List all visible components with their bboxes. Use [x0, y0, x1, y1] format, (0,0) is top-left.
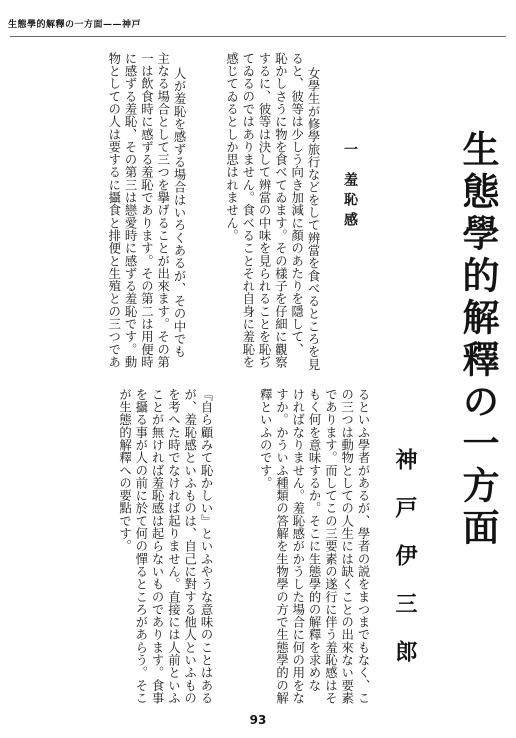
- text-line: もく何を意味するか。そこに生態學的の解釋を求めな: [307, 388, 322, 692]
- paragraph-schoolgirls: [201, 52, 321, 370]
- author-name: 神戸伊三郎: [392, 448, 418, 688]
- text-line: に感ずる羞恥、その第三は戀愛時に感ずる羞恥です。動: [123, 52, 138, 369]
- text-line: を考へた時でなければ起りません。直接には人前といふ: [166, 388, 181, 705]
- text-line: すか。かういふ種類の答解を生物學の方で生態學的の解: [274, 388, 289, 705]
- paragraph-continuation: [215, 388, 371, 708]
- page-number: 93: [249, 713, 267, 727]
- text-line: 恥かしさうに物を食べてゐます。その樣子を仔細に觀察: [273, 52, 288, 369]
- running-header: 生態學的解釋の一方面——神戸: [8, 20, 142, 30]
- text-line: 『自ら顧みて恥かしい』といふやうな意味のことはある: [199, 388, 213, 705]
- paragraph-ecological-point: [80, 388, 214, 708]
- paragraph-three-cases: [85, 52, 187, 370]
- text-line: ると、彼等は少しう向き加減に顏のあたりを隱して、: [289, 52, 304, 356]
- text-line: が、羞恥感といふものは、自己に對する他人といふもの: [182, 388, 197, 705]
- section-title: 羞恥感: [342, 172, 358, 232]
- text-line: 一は飲食時に感ずる羞恥であります。その第二は用便時: [139, 52, 154, 369]
- text-line: 主なる場合として三つを擧げることが出來ます。その第: [155, 52, 170, 369]
- text-line: ければなりません。羞恥感がかうした場合に何の用をな: [290, 388, 305, 705]
- text-line: ことが無ければ羞恥感は起らないものであります。食事: [150, 388, 165, 705]
- text-line: 釋といふのです。: [258, 388, 273, 490]
- text-line: 物としての人は要するに攝食と排便と生殖との三つであ: [106, 52, 121, 369]
- text-line: るといふ學者があるが、學者の説をまつまでもなく、こ: [356, 388, 370, 705]
- article-title: 生態學的解釋の一方面: [456, 130, 500, 550]
- text-line: が生態的解釋への要點です。: [117, 388, 132, 553]
- text-line: 感じてゐるとしか思はれません。: [224, 52, 239, 242]
- section-heading: [336, 142, 364, 232]
- text-line: の三つは動物としての人生には缺くことの出來ない要素: [339, 388, 354, 705]
- header-rule: [10, 36, 506, 37]
- text-line: 人が羞恥を感ずる場合はいろくあるが、その中でも: [172, 67, 186, 358]
- text-line: てゐるのではありません。食べることそれ自身に羞恥を: [240, 52, 255, 369]
- text-line: 女學生が修學旅行などをして辨當を食べるところを見: [306, 67, 320, 371]
- text-line: するに、彼等は決して辨當の中味を見られることを恥ぢ: [257, 52, 272, 369]
- text-line: を攝る事が人の前に於て何の憚るところがあらう。そこ: [133, 388, 148, 705]
- section-marker: 一: [342, 142, 358, 156]
- text-line: であります。而してこの三要素の遂行に伴う羞恥感はそ: [323, 388, 338, 705]
